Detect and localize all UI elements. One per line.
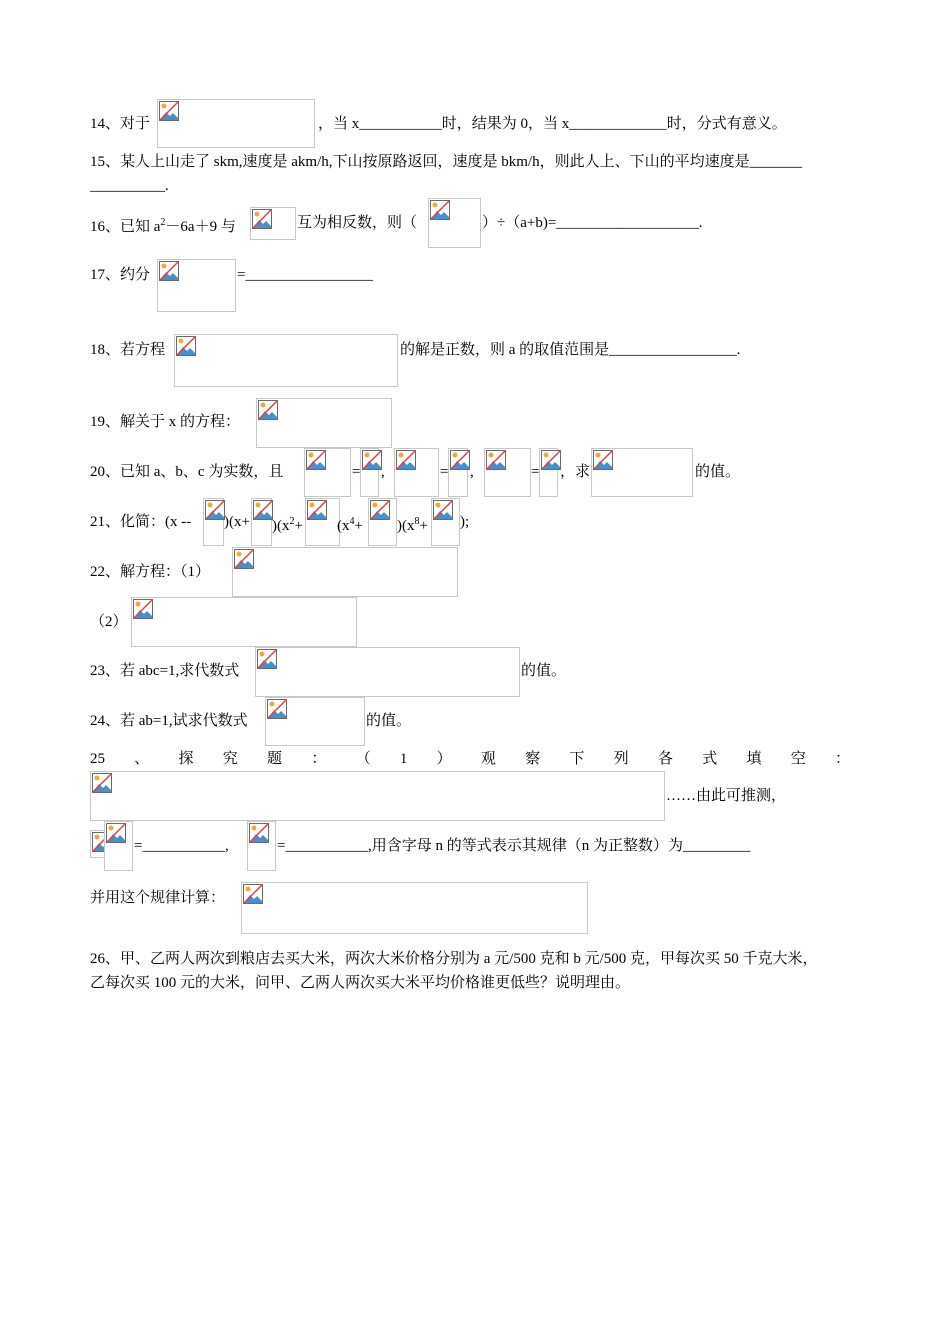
q14-text: ，当 x___________时，结果为 0，当 x_____________时，分式有意义。: [318, 116, 787, 132]
q21-d: +: [294, 518, 303, 534]
q25-head-char: 察: [525, 751, 541, 767]
q25-head-char: 25: [90, 751, 105, 767]
q21-g-text: )(x: [397, 518, 415, 534]
q25-head-char: 下: [569, 751, 585, 767]
q23-prefix: 23、若 abc=1,求代数式: [90, 663, 240, 679]
broken-image-icon: [176, 336, 196, 356]
broken-image-icon: [267, 699, 287, 719]
q21-c-text: )(x: [272, 518, 290, 534]
broken-image-icon: [541, 450, 561, 470]
broken-image-icon: [362, 450, 382, 470]
formula-image: [104, 821, 133, 871]
formula-image: [157, 99, 315, 148]
formula-image: [203, 498, 224, 546]
q21-b: )(x+: [224, 514, 250, 530]
broken-image-icon: [593, 450, 613, 470]
broken-image-icon: [258, 400, 278, 420]
q25-head-char: 填: [746, 751, 762, 767]
q20-end: 的值。: [695, 464, 741, 480]
q25-head-char: ）: [436, 751, 452, 767]
q16-d: ）÷（a+b)=___________________.: [482, 215, 703, 231]
broken-image-icon: [92, 773, 112, 793]
broken-image-icon: [234, 549, 254, 569]
q21-prefix: 21、化简：(x --: [90, 514, 192, 530]
q20-eq1: =: [352, 464, 361, 480]
q18-prefix: 18、若方程: [90, 342, 166, 358]
q25-b: ……由此可推测，: [666, 788, 787, 804]
q22-prefix: 22、解方程：（1）: [90, 564, 211, 580]
formula-image: [591, 448, 693, 497]
q16-b: －6a＋9 与: [165, 219, 236, 235]
formula-image: [539, 448, 558, 497]
formula-image: [251, 498, 272, 546]
q16-sup: 2: [160, 217, 166, 228]
q25-head-char: 式: [702, 751, 718, 767]
q24-prefix: 24、若 ab=1,试求代数式: [90, 713, 248, 729]
q25-e: 并用这个规律计算：: [90, 890, 226, 906]
q26-line1: 26、甲、乙两人两次到粮店去买大米，两次大米价格分别为 a 元/500 克和 b 元/500 克，甲每次买 50 千克大米，: [90, 951, 818, 967]
q20-prefix: 20、已知 a、b、c 为实数，且: [90, 464, 284, 480]
q17-b: =_________________: [237, 267, 373, 283]
formula-image: [157, 259, 236, 312]
q25-head-char: 、: [134, 751, 150, 767]
q20-comma2: ,: [470, 464, 474, 480]
q21-h: +: [419, 518, 428, 534]
broken-image-icon: [433, 500, 453, 520]
formula-image: [305, 498, 340, 546]
broken-image-icon: [133, 599, 153, 619]
q25-head-char: ：: [834, 751, 850, 767]
broken-image-icon: [306, 450, 326, 470]
q25-head-char: 题: [267, 751, 283, 767]
broken-image-icon: [430, 200, 450, 220]
q25-c: =___________,: [134, 838, 229, 854]
q25-head-char: ：: [311, 751, 327, 767]
q21-f: +: [354, 518, 363, 534]
q23-b: 的值。: [521, 663, 567, 679]
q14-prefix: 14、对于: [90, 116, 151, 132]
q21-i: );: [460, 514, 470, 530]
q15-line2: __________.: [90, 178, 169, 194]
q26-line2: 乙每次买 100 元的大米，问甲、乙两人两次买大米平均价格谁更低些？说明理由。: [90, 975, 631, 991]
broken-image-icon: [370, 500, 390, 520]
formula-image: [255, 647, 520, 697]
formula-image: [250, 207, 296, 240]
formula-image: [394, 448, 439, 497]
q25-head-char: 1: [399, 751, 408, 767]
q25-head-char: 观: [480, 751, 496, 767]
broken-image-icon: [253, 500, 273, 520]
broken-image-icon: [450, 450, 470, 470]
q21-e-text: (x: [337, 518, 350, 534]
q25-head-char: 究: [222, 751, 238, 767]
q25-d: =___________,用含字母 n 的等式表示其规律（n 为正整数）为_________: [277, 838, 751, 854]
q20-eq3: =: [531, 464, 540, 480]
q16-c: 互为相反数，则（: [297, 215, 418, 231]
broken-image-icon: [159, 261, 179, 281]
broken-image-icon: [243, 884, 263, 904]
broken-image-icon: [396, 450, 416, 470]
q16-prefix: [90, 214, 236, 236]
q21-e: [337, 513, 363, 535]
broken-image-icon: [205, 500, 225, 520]
formula-image: [174, 334, 398, 387]
q15-line1: 15、某人上山走了 skm,速度是 akm/h,下山按原路返回，速度是 bkm/h，则此人上、下山的平均速度是_______: [90, 154, 803, 170]
q22-part2: （2）: [90, 614, 128, 630]
q25-head-char: 各: [657, 751, 673, 767]
formula-image: [232, 547, 458, 597]
formula-image: [484, 448, 531, 497]
formula-image: [265, 697, 365, 746]
formula-image: [256, 398, 392, 448]
q19-prefix: 19、解关于 x 的方程：: [90, 414, 241, 430]
q25-heading: [90, 750, 850, 768]
formula-image: [428, 198, 481, 248]
q21-sup3: 8: [414, 516, 420, 527]
formula-image: [90, 830, 105, 858]
broken-image-icon: [252, 209, 272, 229]
q20-comma1: ,: [381, 464, 385, 480]
broken-image-icon: [249, 823, 269, 843]
q18-b: 的解是正数，则 a 的取值范围是_________________.: [400, 342, 741, 358]
broken-image-icon: [307, 500, 327, 520]
q21-c: [272, 513, 303, 535]
broken-image-icon: [159, 101, 179, 121]
formula-image: [131, 597, 357, 647]
q20-ask: ，求: [560, 464, 591, 480]
q25-head-char: （: [355, 751, 371, 767]
q21-g: [397, 513, 428, 535]
formula-image: [448, 448, 468, 497]
q17-prefix: 17、约分: [90, 267, 151, 283]
formula-image: [247, 821, 276, 871]
formula-image: [241, 882, 588, 934]
formula-image: [360, 448, 379, 497]
formula-image: [90, 771, 665, 821]
q25-head-char: 空: [790, 751, 806, 767]
formula-image: [368, 498, 397, 546]
q21-sup1: 2: [289, 516, 295, 527]
q20-eq2: =: [440, 464, 449, 480]
q16-a: 16、已知 a: [90, 219, 161, 235]
broken-image-icon: [106, 823, 126, 843]
q25-head-char: 探: [178, 751, 194, 767]
broken-image-icon: [257, 649, 277, 669]
q21-sup2: 4: [349, 516, 355, 527]
formula-image: [304, 448, 351, 497]
broken-image-icon: [486, 450, 506, 470]
q25-head-char: 列: [613, 751, 629, 767]
formula-image: [431, 498, 460, 546]
q24-b: 的值。: [366, 713, 412, 729]
